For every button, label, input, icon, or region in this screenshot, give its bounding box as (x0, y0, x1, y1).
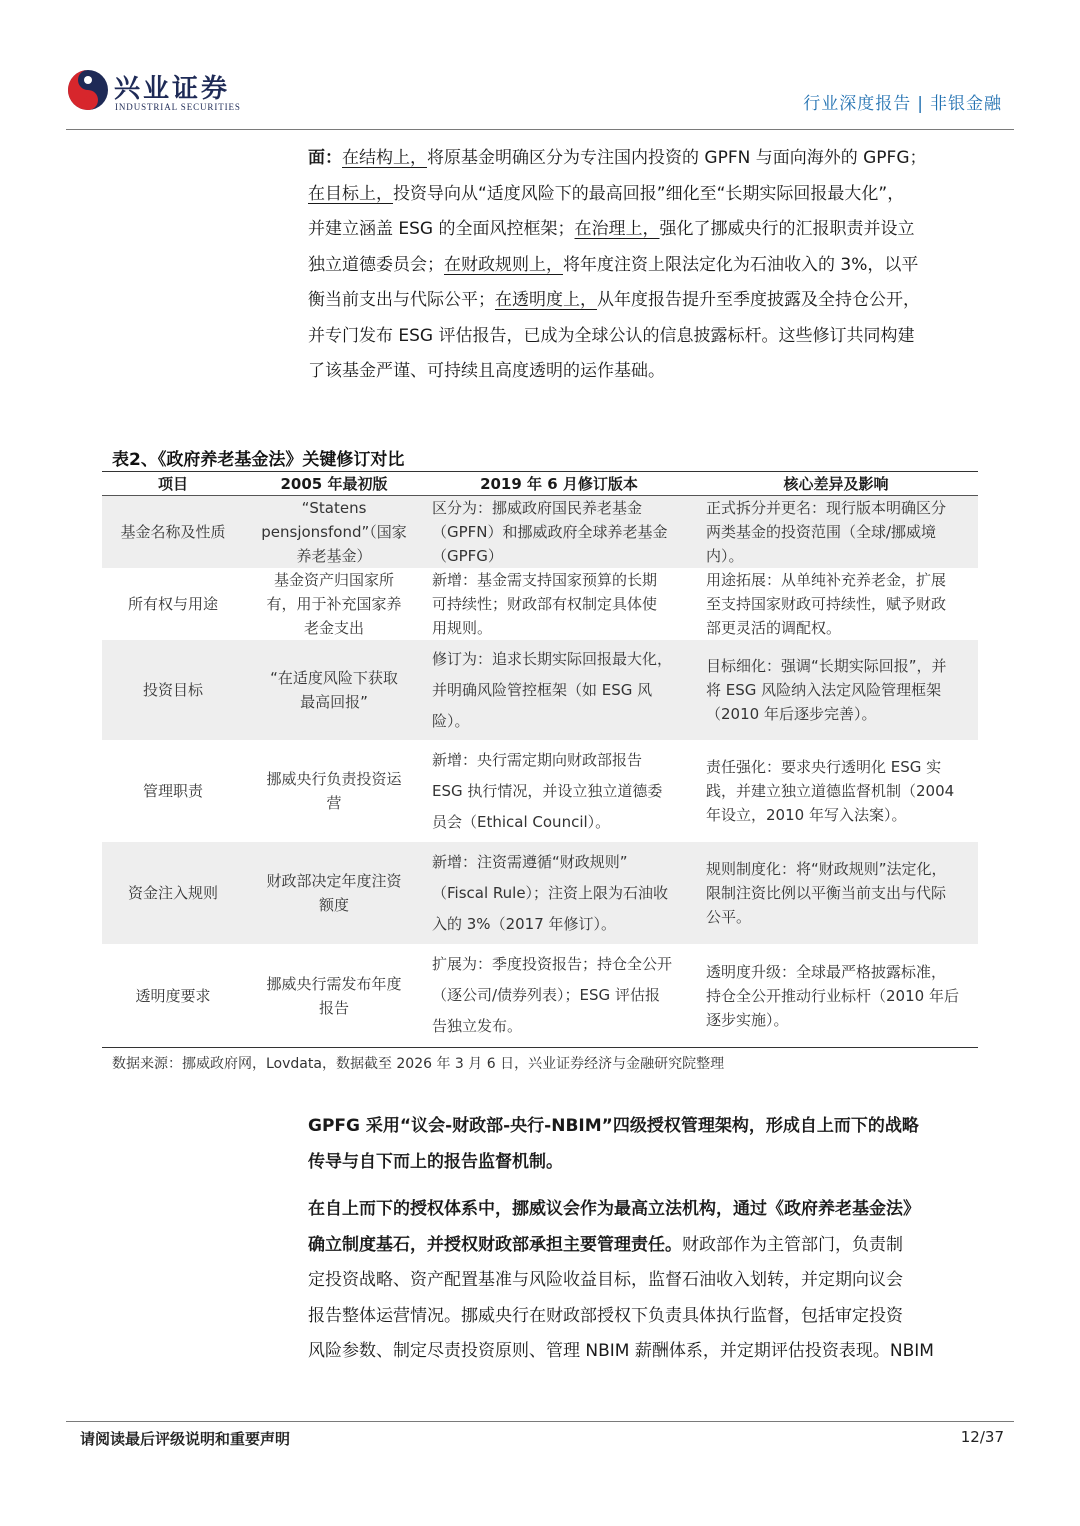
row-item: 透明度要求 (135, 986, 211, 1005)
page-header (66, 62, 1014, 130)
cell-line: 目标细化：强调“长期实际回报”，并 (706, 657, 947, 675)
column-header: 核心差异及影响 (783, 475, 889, 493)
cell-line: 将 ESG 风险纳入法定风险管理框架 (706, 681, 942, 699)
cell-line: 修订为：追求长期实际回报最大化， (432, 649, 673, 668)
cell-line: 正式拆分并更名：现行版本明确区分 (706, 499, 947, 517)
cell-line: 入的 3%（2017 年修订）。 (432, 914, 617, 933)
text-line: 报告整体运营情况。挪威央行在财政部授权下负责具体执行监督，包括审定投资 (308, 1305, 903, 1326)
row-item: 投资目标 (142, 681, 203, 699)
cell-line: 最高回报” (300, 693, 368, 711)
table-header-row (102, 472, 978, 496)
cell-2005 (244, 944, 424, 1047)
comparison-table (102, 471, 978, 1048)
text-run: 衡当前支出与代际公平； (308, 290, 495, 310)
cell-2005 (244, 740, 424, 842)
text-line: 了该基金严谨、可持续且高度透明的运作基础。 (308, 361, 665, 381)
cell-line: 扩展为：季度投资报告；持仓全公开 (432, 955, 673, 973)
cell-2019 (424, 842, 694, 944)
row-item: 所有权与用途 (127, 595, 218, 613)
cell-line: 用规则。 (432, 619, 493, 637)
cell-line: 规则制度化：将“财政规则”法定化， (706, 860, 947, 878)
cell-line: 持仓全公开推动行业标杆（2010 年后 (706, 986, 959, 1005)
table-row (102, 496, 978, 568)
cell-line: “Statens (301, 499, 367, 517)
cell-2019 (424, 944, 694, 1047)
cell-line: 新增：基金需支持国家预算的长期 (432, 571, 658, 589)
cell-2019 (424, 568, 694, 640)
cell-2005 (244, 640, 424, 740)
text-run: 独立道德委员会； (308, 254, 444, 275)
cell-line: （逐公司/债券列表）；ESG 评估报 (432, 986, 660, 1004)
underlined-phrase: 在透明度上， (495, 290, 597, 310)
text-line: 风险参数、制定尽责投资原则、管理 NBIM 薪酬体系，并定期评估投资表现。NBIM (308, 1341, 934, 1361)
cell-line: “在适度风险下获取 (270, 669, 398, 687)
row-item: 资金注入规则 (127, 884, 218, 902)
sector-name: 非银金融 (930, 94, 1002, 114)
underlined-phrase: 在治理上， (574, 219, 660, 239)
cell-impact (694, 842, 978, 944)
cell-line: 新增：央行需定期向财政部报告 (432, 750, 643, 769)
cell-impact (694, 496, 978, 568)
text-line: GPFG 采用“议会-财政部-央行-NBIM”四级授权管理架构，形成自上而下的战略 (308, 1116, 919, 1136)
cell-line: 区分为：挪威政府国民养老基金 (432, 499, 643, 517)
text-run: 面： (308, 148, 342, 168)
table-row (102, 944, 978, 1047)
cell-2005 (244, 496, 424, 568)
logo-mark-icon (66, 68, 110, 112)
cell-line: 透明度升级：全球最严格披露标准， (706, 962, 947, 981)
column-header: 2019 年 6 月修订版本 (480, 475, 638, 493)
column-header: 项目 (157, 475, 188, 493)
row-item: 管理职责 (142, 782, 203, 800)
cell-line: 报告 (318, 998, 349, 1017)
cell-2005 (244, 568, 424, 640)
cell-line: 有，用于补充国家养 (266, 595, 402, 613)
cell-line: 逐步实施）。 (706, 1010, 789, 1029)
cell-line: 两类基金的投资范围（全球/挪威境 (706, 523, 937, 541)
text-line: 并专门发布 ESG 评估报告，已成为全球公认的信息披露标杆。这些修订共同构建 (308, 325, 915, 346)
header-separator: | (917, 94, 924, 114)
column-header: 2005 年最初版 (280, 475, 388, 493)
cell-line: 告独立发布。 (432, 1017, 523, 1035)
table-source-note: 数据来源：挪威政府网，Lovdata，数据截至 2026 年 3 月 6 日，兴业证券经济与金融研究院整理 (112, 1056, 725, 1072)
cell-line: pensjonsfond”（国家 (261, 523, 407, 541)
cell-line: 新增：注资需遵循“财政规则” (432, 852, 628, 871)
cell-line: 基金资产归国家所 (273, 571, 394, 589)
cell-2019 (424, 640, 694, 740)
text-line: 定投资战略、资产配置基准与风险收益目标，监督石油收入划转，并定期向议会 (308, 1270, 903, 1290)
cell-2019 (424, 740, 694, 842)
cell-impact (694, 640, 978, 740)
underlined-phrase: 在目标上， (308, 183, 393, 204)
cell-line: 养老基金） (296, 547, 372, 565)
text-run: 从年度报告提升至季度披露及全持仓公开， (597, 290, 920, 310)
cell-line: ESG 执行情况，并设立独立道德委 (432, 781, 663, 800)
page-footer (66, 1421, 1014, 1448)
cell-line: 财政部决定年度注资 (266, 872, 402, 890)
disclaimer-note: 请阅读最后评级说明和重要声明 (80, 1430, 291, 1448)
report-category (803, 89, 1002, 114)
cell-line: 内）。 (706, 547, 744, 565)
table-row (102, 568, 978, 640)
text-line: 传导与自下而上的报告监督机制。 (308, 1151, 563, 1172)
cell-line: 额度 (318, 896, 349, 914)
text-run: 将年度注资上限法定化为石油收入的 3%，以平 (563, 254, 919, 275)
text-run: 强化了挪威央行的汇报职责并设立 (659, 219, 915, 239)
cell-line: 老金支出 (303, 619, 364, 637)
cell-line: 用途拓展：从单纯补充养老金，扩展 (706, 571, 947, 589)
cell-line: 责任强化：要求央行透明化 ESG 实 (706, 758, 942, 776)
cell-line: 至支持国家财政可持续性，赋予财政 (706, 595, 947, 613)
cell-line: 挪威央行负责投资运 (266, 770, 402, 788)
text-line: 在自上而下的授权体系中，挪威议会作为最高立法机构，通过《政府养老基金法》 (308, 1199, 920, 1219)
cell-line: 营 (326, 794, 342, 812)
cell-impact (694, 568, 978, 640)
table-row (102, 640, 978, 740)
text-run: 财政部作为主管部门，负责制 (682, 1234, 903, 1255)
body-paragraph-2 (308, 1192, 980, 1370)
logo-text-en: INDUSTRIAL SECURITIES (115, 102, 241, 112)
table-row (102, 842, 978, 944)
underlined-phrase: 在财政规则上， (444, 254, 563, 275)
text-run: 并建立涵盖 ESG 的全面风控框架； (308, 219, 575, 239)
text-run: 投资导向从“适度风险下的最高回报”细化至“长期实际回报最大化”， (393, 183, 905, 204)
cell-impact (694, 740, 978, 842)
row-item: 基金名称及性质 (120, 523, 226, 541)
cell-line: 限制注资比例以平衡当前支出与代际 (706, 884, 947, 902)
cell-line: 险）。 (432, 711, 470, 730)
underlined-phrase: 在结构上， (342, 148, 427, 168)
table-row (102, 740, 978, 842)
cell-line: 践，并建立独立道德监督机制（2004 (706, 782, 955, 800)
cell-line: 员会（Ethical Council）。 (432, 812, 611, 831)
cell-2019 (424, 496, 694, 568)
table-title: 表2、《政府养老基金法》关键修订对比 (112, 450, 405, 470)
cell-impact (694, 944, 978, 1047)
body-paragraph-1 (308, 1109, 980, 1180)
text-run: 将原基金明确区分为专注国内投资的 GPFN 与面向海外的 GPFG； (427, 148, 927, 168)
cell-line: 并明确风险管控框架（如 ESG 风 (432, 680, 653, 699)
cell-2005 (244, 842, 424, 944)
cell-line: （GPFN）和挪威政府全球养老基金 (432, 523, 668, 541)
intro-paragraph (308, 141, 980, 390)
cell-line: 公平。 (706, 908, 752, 926)
cell-line: 挪威央行需发布年度 (266, 974, 402, 993)
cell-line: （GPFG） (432, 547, 503, 565)
report-type: 行业深度报告 (803, 94, 912, 114)
company-logo (66, 66, 266, 116)
cell-line: 年设立，2010 年写入法案）。 (706, 806, 907, 824)
logo-text-cn: 兴业证券 (114, 74, 231, 104)
text-run: 确立制度基石，并授权财政部承担主要管理责任。 (308, 1234, 682, 1255)
cell-line: （Fiscal Rule）；注资上限为石油收 (432, 883, 669, 902)
cell-line: 可持续性；财政部有权制定具体使 (432, 595, 658, 613)
page-number: 12/37 (960, 1428, 1004, 1446)
cell-line: （2010 年后逐步完善）。 (706, 705, 877, 723)
cell-line: 部更灵活的调配权。 (706, 619, 842, 637)
